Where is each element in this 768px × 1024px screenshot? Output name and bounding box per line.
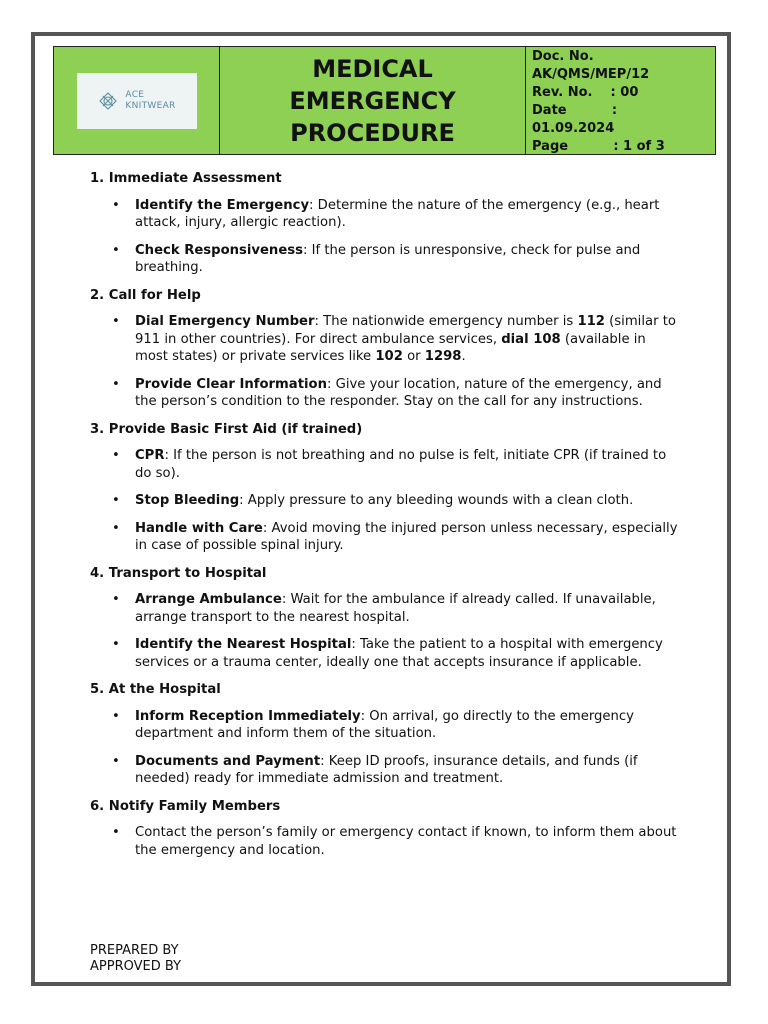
title-line-3: PROCEDURE	[290, 118, 455, 147]
item-label: Provide Clear Information	[135, 376, 327, 392]
list-item	[90, 376, 680, 411]
section-list	[90, 591, 680, 671]
list-item	[90, 520, 680, 555]
private-number: 102	[375, 349, 403, 364]
doc-no-label: Doc. No.	[532, 49, 594, 64]
logo-line-1: ACE	[125, 89, 145, 100]
document-title	[220, 47, 526, 154]
section-heading: 2. Call for Help	[90, 287, 201, 303]
item-text: : Take the patient to a hospital with emergency services or a trauma center, ideally one that accepts insurance if applicable.	[135, 637, 663, 670]
item-text: : The nationwide emergency number is	[314, 314, 578, 329]
section-list	[90, 447, 680, 555]
approved-by-label: APPROVED BY	[90, 959, 182, 974]
item-label: Inform Reception Immediately	[135, 708, 361, 724]
title-line-1: MEDICAL	[312, 54, 433, 83]
item-text: : On arrival, go directly to the emergency department and inform them of the situation.	[135, 708, 634, 741]
emergency-number: 112	[577, 314, 605, 329]
item-text: : If the person is unresponsive, check for pulse and breathing.	[135, 242, 641, 275]
logo-wordmark	[125, 90, 175, 112]
section-list	[90, 824, 680, 859]
item-label: Arrange Ambulance	[135, 592, 282, 607]
item-text: : If the person is not breathing and no pulse is felt, initiate CPR (if trained to do so).	[135, 448, 667, 481]
section-heading: 1. Immediate Assessment	[90, 171, 282, 186]
list-item	[90, 636, 680, 671]
ambulance-number: dial 108	[501, 331, 561, 347]
item-label: Identify the Emergency	[135, 197, 310, 213]
item-text: : Avoid moving the injured person unless necessary, especially in case of possible spinal injury.	[135, 520, 678, 553]
list-item	[90, 708, 680, 743]
item-label: Documents and Payment	[135, 753, 321, 769]
item-text: : Keep ID proofs, insurance details, and funds (if needed) ready for immediate admission and treatment.	[135, 753, 638, 786]
item-label: Handle with Care	[135, 520, 263, 536]
item-text: Contact the person’s family or emergency contact if known, to inform them about the emergency and location.	[135, 825, 677, 858]
list-item	[90, 242, 680, 277]
date-label: Date :	[532, 103, 618, 118]
procedure-body	[90, 170, 680, 869]
list-item	[90, 824, 680, 859]
item-text: : Apply pressure to any bleeding wounds with a clean cloth.	[239, 493, 634, 508]
list-item	[90, 313, 680, 366]
doc-no-value: AK/QMS/MEP/12	[532, 67, 650, 82]
list-item	[90, 591, 680, 626]
page-number: Page : 1 of 3	[532, 139, 665, 154]
section-list	[90, 708, 680, 788]
item-label: Stop Bleeding	[135, 493, 240, 508]
section-list	[90, 197, 680, 277]
item-text: : Wait for the ambulance if already called. If unavailable, arrange transport to the nearest hospital.	[135, 592, 656, 625]
knot-icon	[97, 90, 119, 112]
section-heading: 6. Notify Family Members	[90, 798, 281, 814]
list-item	[90, 447, 680, 482]
list-item	[90, 753, 680, 788]
private-number: 1298	[424, 349, 462, 364]
item-text: (similar to 911 in other countries). For direct ambulance services,	[135, 314, 676, 347]
item-label: Check Responsiveness	[135, 242, 303, 258]
item-label: Dial Emergency Number	[135, 314, 315, 329]
item-text: (available in most states) or private services like	[135, 331, 646, 364]
item-text: : Determine the nature of the emergency (e.g., heart attack, injury, allergic reaction).	[135, 197, 660, 230]
list-item	[90, 197, 680, 232]
item-label: CPR	[135, 448, 165, 463]
section-heading: 5. At the Hospital	[90, 682, 221, 697]
signature-block	[90, 943, 181, 975]
list-item	[90, 492, 680, 510]
title-line-2: EMERGENCY	[289, 86, 456, 115]
item-text: or	[402, 349, 425, 364]
document-header	[53, 46, 716, 155]
logo-cell	[54, 47, 220, 154]
date-value: 01.09.2024	[532, 121, 615, 136]
rev-no: Rev. No. : 00	[532, 85, 639, 100]
section-heading: 4. Transport to Hospital	[90, 565, 267, 581]
prepared-by-label: PREPARED BY	[90, 943, 179, 958]
section-heading: 3. Provide Basic First Aid (if trained)	[90, 421, 363, 437]
company-logo	[77, 73, 197, 129]
item-text: : Give your location, nature of the emergency, and the person’s condition to the responder. Stay on the call for any instructions.	[135, 376, 662, 409]
section-list	[90, 313, 680, 411]
item-label: Identify the Nearest Hospital	[135, 637, 352, 652]
document-meta	[526, 47, 715, 154]
logo-line-2: KNITWEAR	[125, 100, 176, 111]
item-text: .	[461, 349, 466, 364]
